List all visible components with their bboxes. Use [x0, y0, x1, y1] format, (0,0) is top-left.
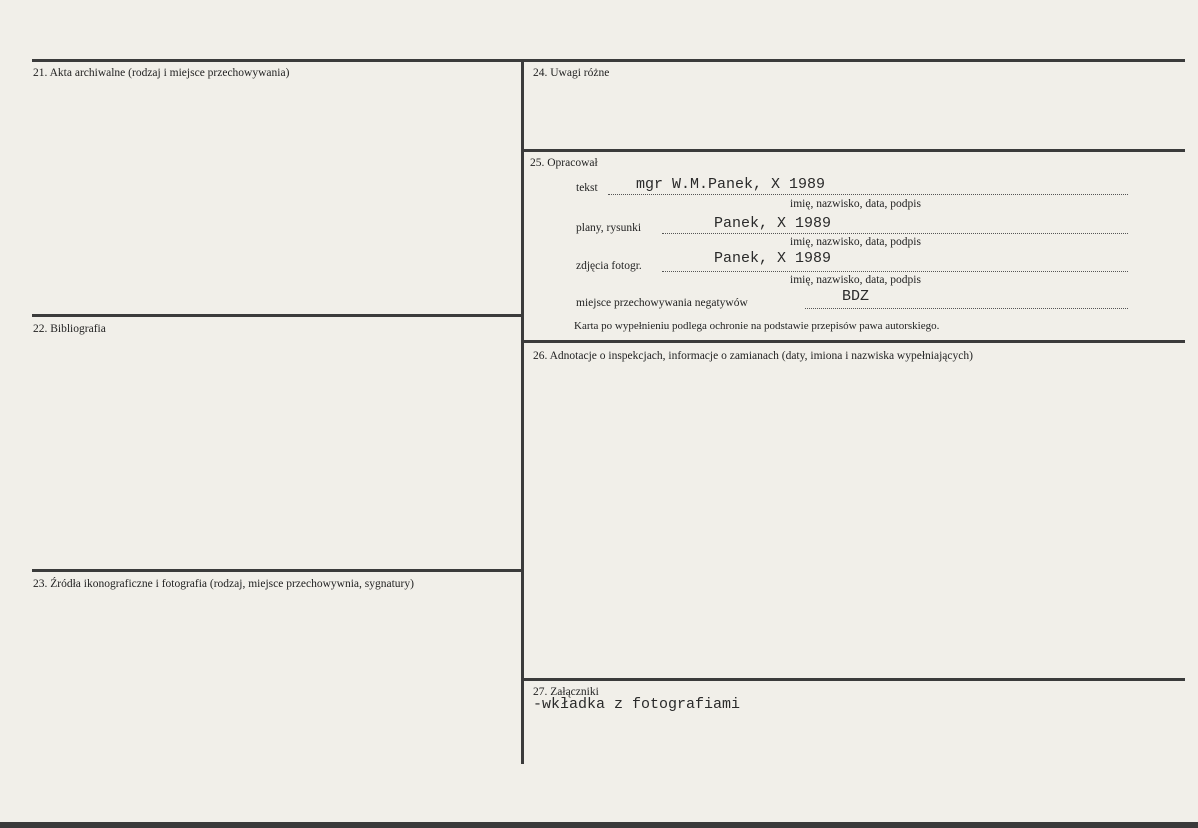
section-27-label: 27. Załączniki: [533, 686, 599, 698]
plany-caption: imię, nazwisko, data, podpis: [790, 236, 921, 248]
zdjecia-caption: imię, nazwisko, data, podpis: [790, 274, 921, 286]
rule-23: [32, 569, 522, 572]
rule-22: [32, 314, 522, 317]
zdjecia-line: [662, 270, 1128, 272]
rule-26: [524, 340, 1185, 343]
negatywy-label: miejsce przechowywania negatywów: [576, 297, 748, 309]
plany-line: [662, 232, 1128, 234]
tekst-label: tekst: [576, 182, 598, 194]
section-25-label: 25. Opracował: [530, 157, 598, 169]
tekst-caption: imię, nazwisko, data, podpis: [790, 198, 921, 210]
section-23-label: 23. Źródła ikonograficzne i fotografia (rodzaj, miejsce przechowywnia, sygnatury): [33, 578, 414, 590]
rule-25: [524, 149, 1185, 152]
plany-value: Panek, X 1989: [714, 215, 832, 232]
section-21-label: 21. Akta archiwalne (rodzaj i miejsce przechowywania): [33, 67, 290, 79]
tekst-line: [608, 193, 1128, 195]
zdjecia-value: Panek, X 1989: [714, 250, 832, 267]
zalaczniki-value: -wkładka z fotografiami: [533, 696, 741, 713]
section-22-label: 22. Bibliografia: [33, 323, 106, 335]
copyright-notice: Karta po wypełnieniu podlega ochronie na podstawie przepisów pawa autorskiego.: [574, 320, 940, 332]
center-divider: [521, 62, 524, 764]
tekst-value: mgr W.M.Panek, X 1989: [636, 176, 826, 193]
section-26-label: 26. Adnotacje o inspekcjach, informacje o zamianach (daty, imiona i nazwiska wypełniających): [533, 350, 973, 362]
top-rule: [32, 59, 1185, 62]
section-24-label: 24. Uwagi różne: [533, 67, 610, 79]
rule-27: [524, 678, 1185, 681]
zdjecia-label: zdjęcia fotogr.: [576, 260, 642, 272]
negatywy-line: [805, 307, 1128, 309]
plany-label: plany, rysunki: [576, 222, 642, 234]
negatywy-value: BDZ: [842, 288, 870, 305]
